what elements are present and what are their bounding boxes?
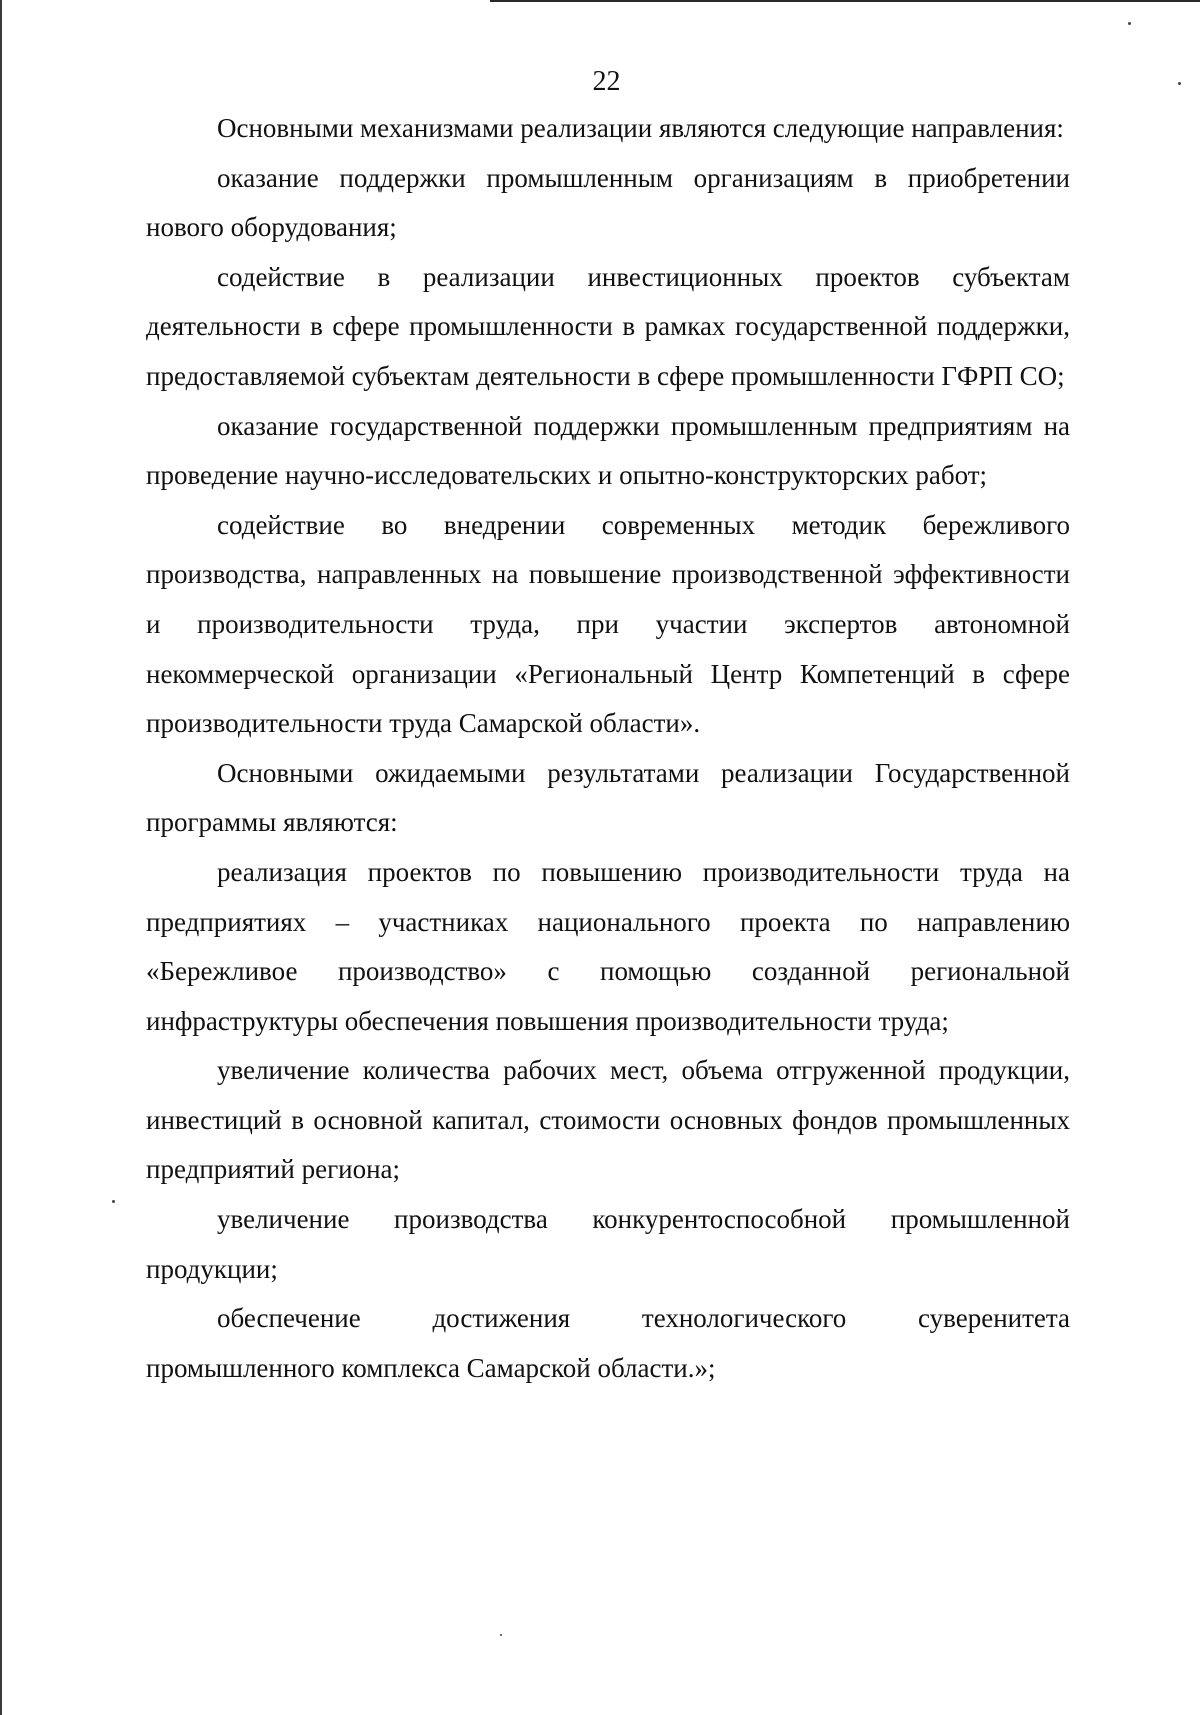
paragraph: реализация проектов по повышению производительности труда на предприятиях – участниках национального проекта по направлению «Бережливое производство» с помощью созданной региональной инфраструктуры обеспечения повышения производительности труда; — [146, 856, 1070, 1036]
scan-speck — [112, 1200, 115, 1203]
paragraph: Основными ожидаемыми результатами реализации Государственной программы являются: — [146, 757, 1070, 838]
paragraph: увеличение количества рабочих мест, объема отгруженной продукции, инвестиций в основной капитал, стоимости основных фондов промышленных предприятий региона; — [146, 1055, 1070, 1185]
body-text — [146, 104, 1070, 1393]
paragraph: оказание государственной поддержки промышленным предприятиям на проведение научно-исследовательских и опытно-конструкторских работ; — [146, 410, 1070, 491]
paragraph: оказание поддержки промышленным организациям в приобретении нового оборудования; — [146, 162, 1070, 243]
scan-speck — [500, 1634, 502, 1636]
paragraph: Основными механизмами реализации являются следующие направления: — [217, 113, 1064, 143]
paragraph: содействие в реализации инвестиционных проектов субъектам деятельности в сфере промышленности в рамках государственной поддержки, предоставляемой субъектам деятельности в сфере промышленности ГФРП СО; — [146, 261, 1070, 391]
scan-speck — [1128, 22, 1131, 25]
paragraph: содействие во внедрении современных методик бережливого производства, направленных на повышение производственной эффективности и производительности труда, при участии экспертов автономной некоммерческой организации «Региональный Центр Компетенций в сфере производительности труда Самарской области». — [146, 509, 1070, 739]
paragraph: увеличение производства конкурентоспособной промышленной продукции; — [146, 1204, 1070, 1284]
paragraph: обеспечение достижения технологического суверенитета промышленного комплекса Самарской области.»; — [146, 1303, 1070, 1383]
scan-left-edge — [0, 0, 2, 1715]
page-number: 22 — [592, 66, 621, 97]
scan-top-edge — [490, 0, 1200, 2]
